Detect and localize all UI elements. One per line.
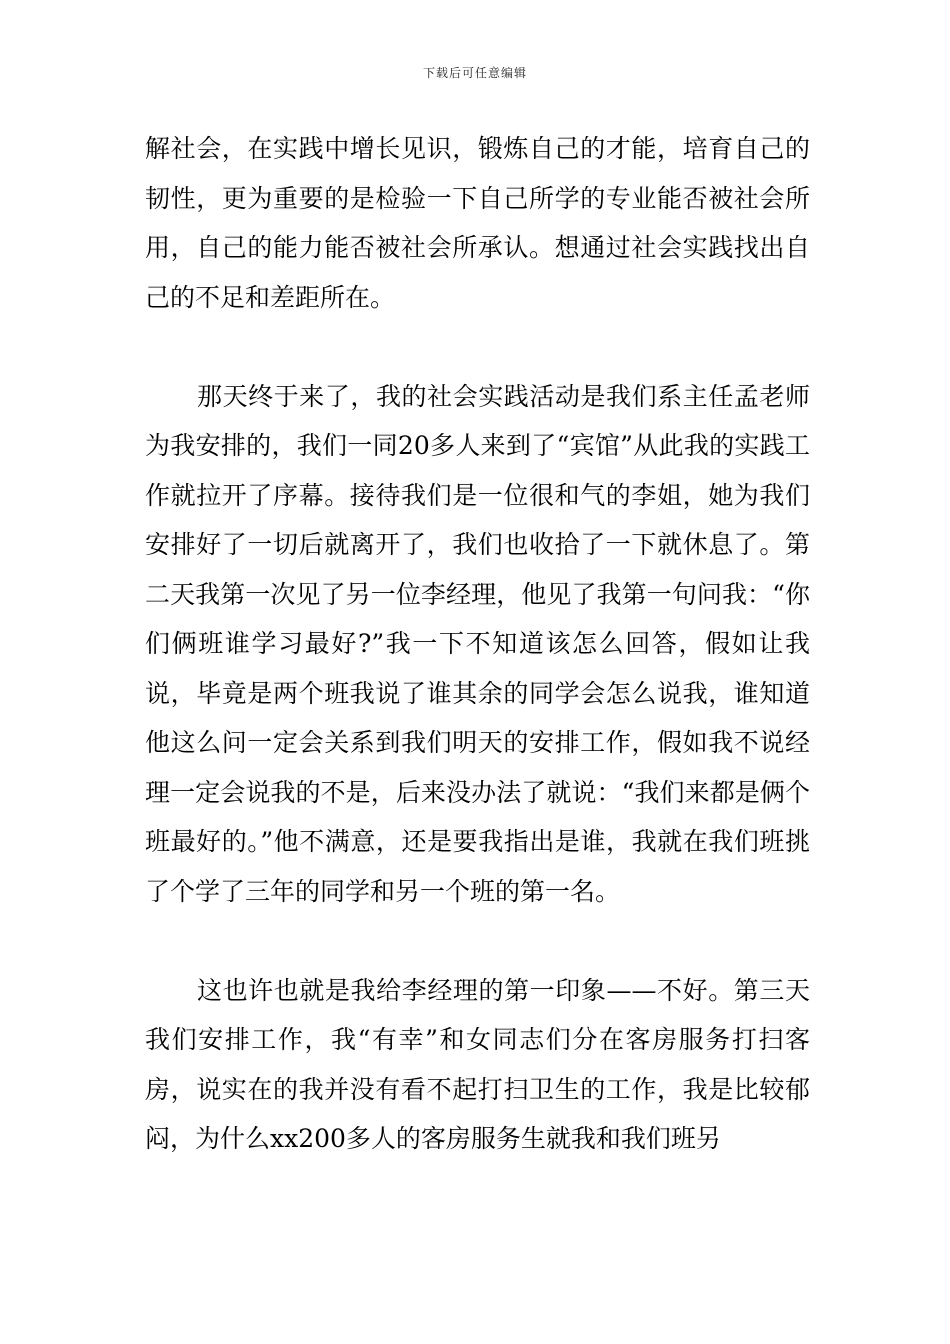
paragraph-2: 那天终于来了，我的社会实践活动是我们系主任孟老师为我安排的，我们一同20多人来到了“宾馆”从此我的实践工作就拉开了序幕。接待我们是一位很和气的李姐，她为我们安排好了一切后就离开了，我们也收拾了一下就休息了。第二天我第一次见了另一位李经理，他见了我第一句问我：“你们俩班谁学习最好?”我一下不知道该怎么回答，假如让我说，毕竟是两个班我说了谁其余的同学会怎么说我，谁知道他这么问一定会关系到我们明天的安排工作，假如我不说经理一定会说我的不是，后来没办法了就说：“我们来都是俩个班最好的。”他不满意，还是要我指出是谁，我就在我们班挑了个学了三年的同学和另一个班的第一名。 [145,381,810,906]
paragraph-1: 解社会，在实践中增长见识，锻炼自己的才能，培育自己的韧性，更为重要的是检验一下自己所学的专业能否被社会所用，自己的能力能否被社会所承认。想通过社会实践找出自己的不足和差距所在。 [145,134,810,312]
paragraph-3: 这也许也就是我给李经理的第一印象——不好。第三天我们安排工作，我“有幸”和女同志们分在客房服务打扫客房，说实在的我并没有看不起打扫卫生的工作，我是比较郁闷，为什么xx200多人的客房服务生就我和我们班另 [145,975,810,1153]
header-note: 下载后可任意编辑 [422,66,527,80]
body-text [145,124,810,1164]
